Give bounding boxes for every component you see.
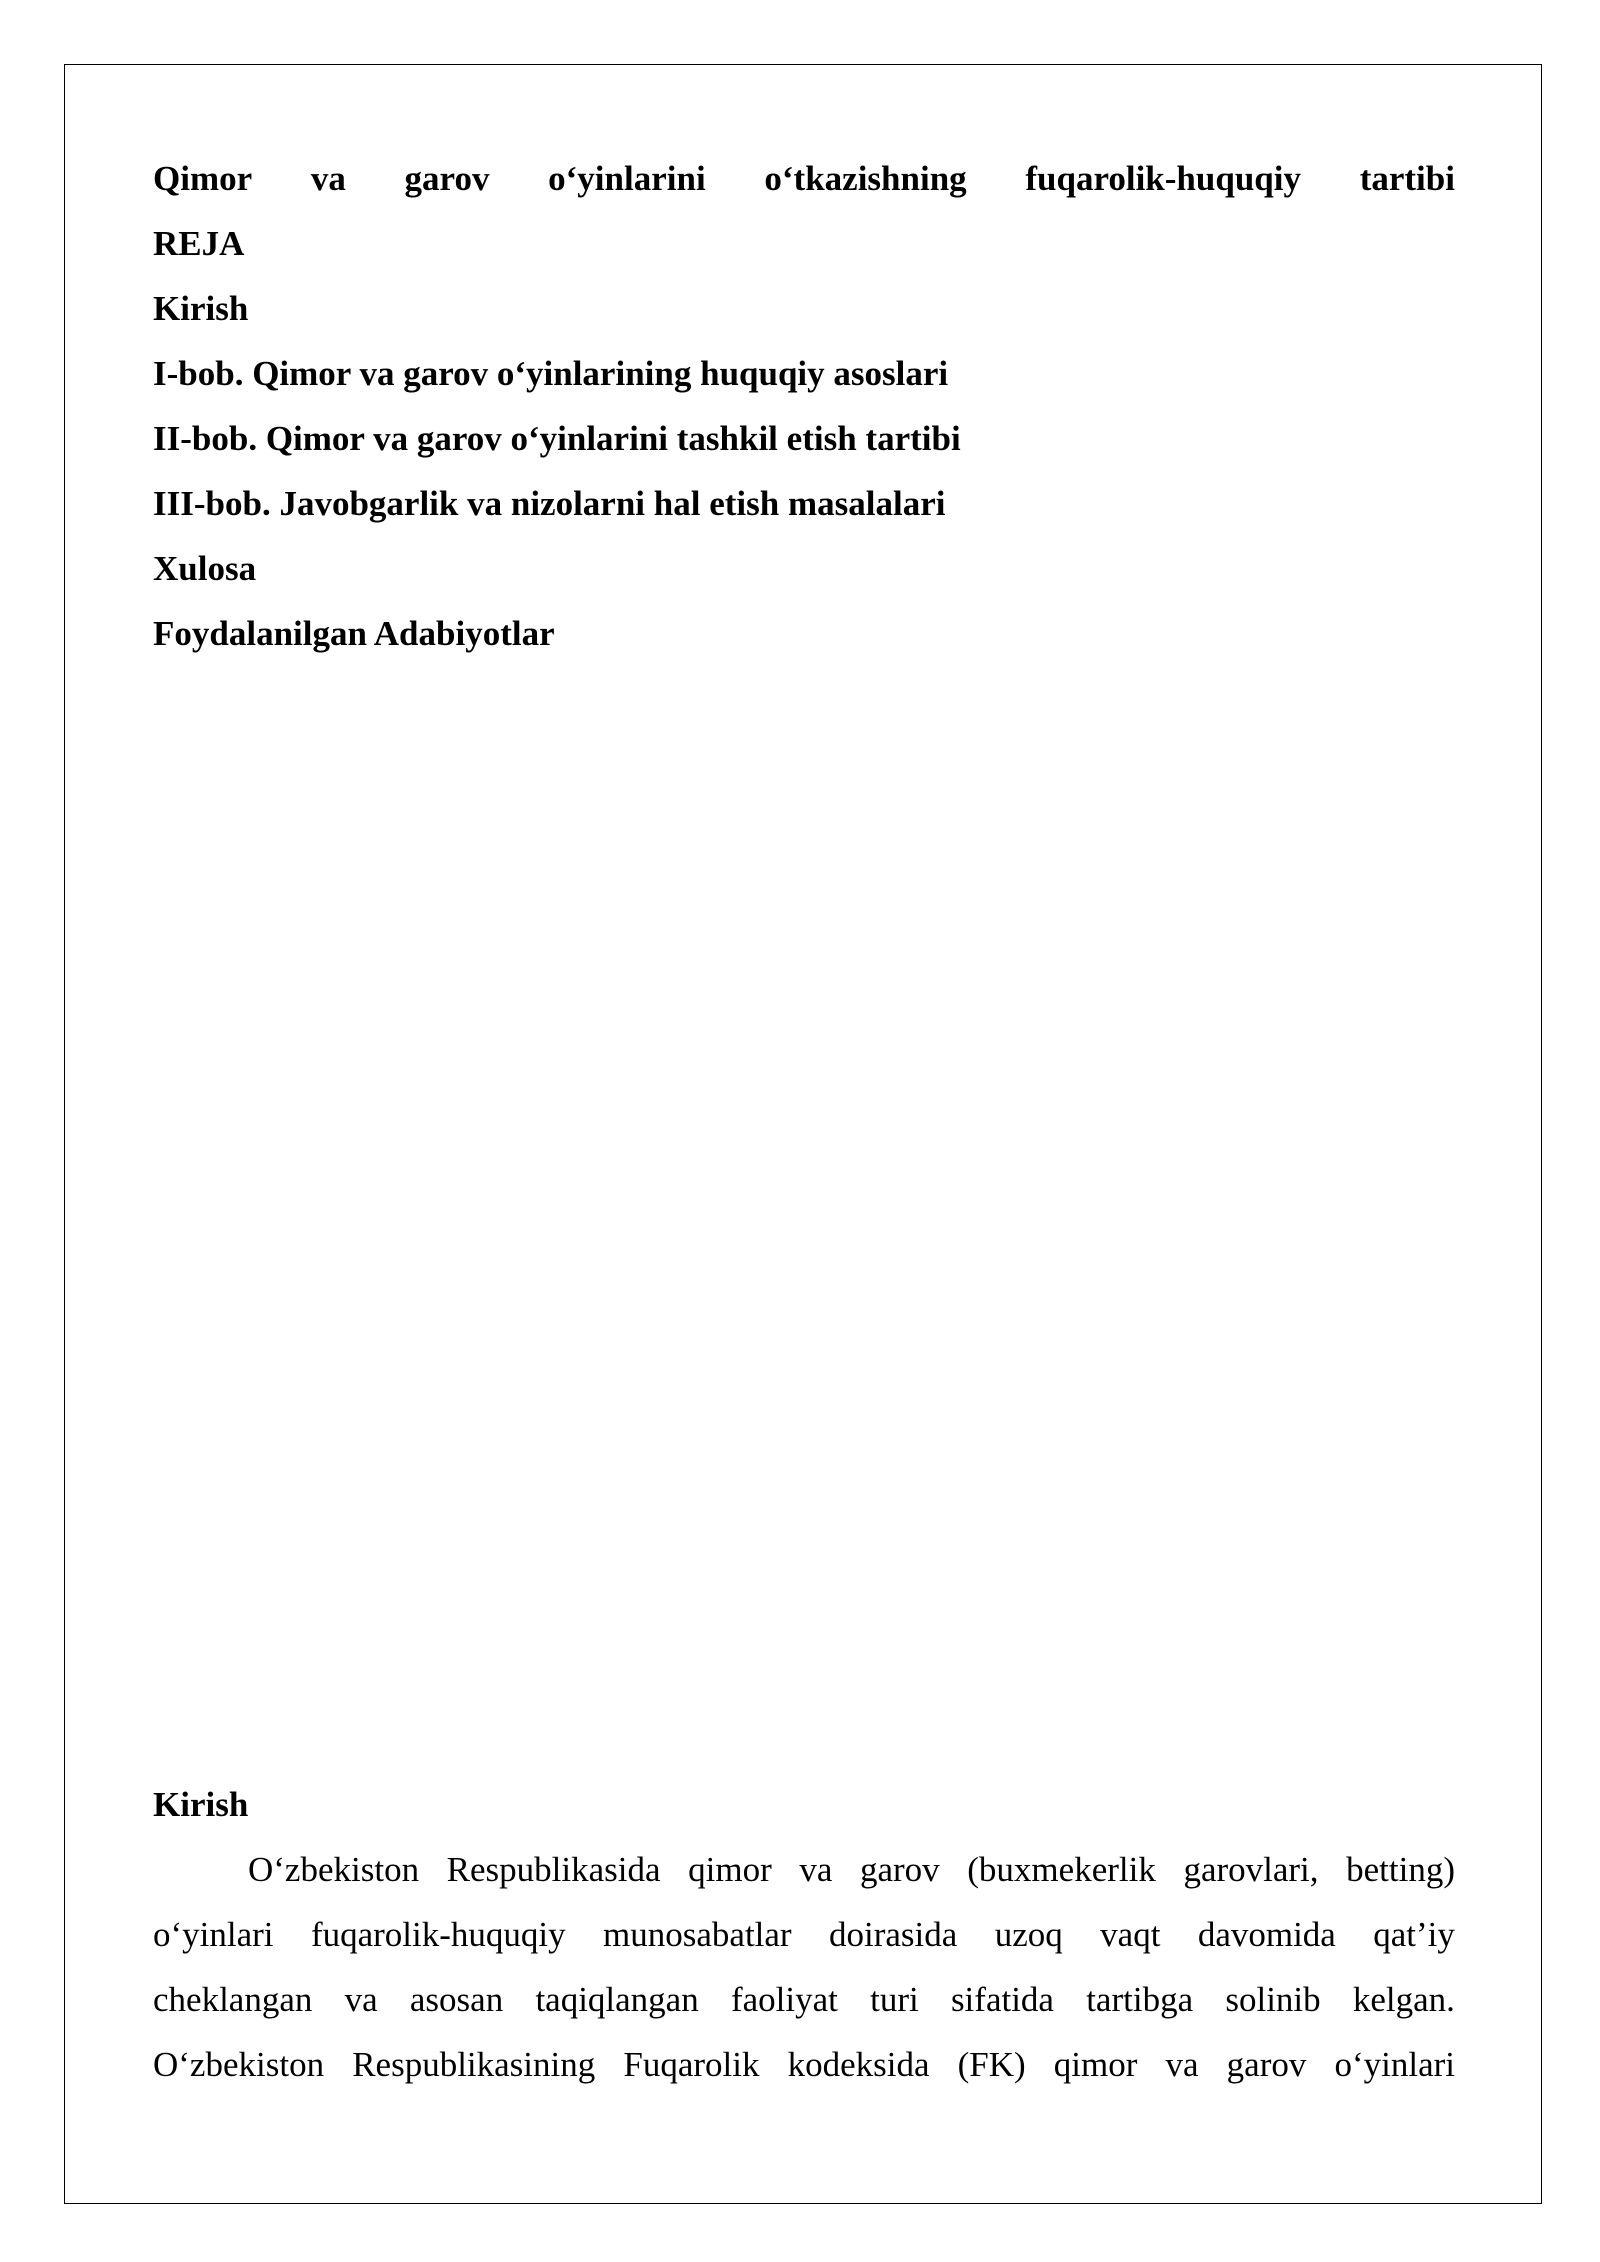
title-word: o‘yinlarini xyxy=(548,159,706,198)
paragraph-word: vaqt xyxy=(1100,1915,1161,1954)
paragraph-word: Respublikasining xyxy=(352,2045,596,2084)
paragraph-line xyxy=(153,1967,1455,2032)
title-word: fuqarolik-huquqiy xyxy=(1025,159,1301,198)
paragraph-word: Fuqarolik xyxy=(623,2045,760,2084)
plan-item-chapter-2: II-bob. Qimor va garov o‘yinlarini tashkil etish tartibi xyxy=(153,419,961,458)
paragraph-word: betting) xyxy=(1346,1850,1455,1889)
paragraph-word: va xyxy=(344,1980,378,2019)
paragraph-word: turi xyxy=(870,1980,919,2019)
paragraph-line xyxy=(153,1837,1455,1902)
paragraph-word: qimor xyxy=(1053,2045,1138,2084)
paragraph-word: uzoq xyxy=(994,1915,1063,1954)
paragraph-word: davomida xyxy=(1197,1915,1336,1954)
paragraph-word: tartibga xyxy=(1086,1980,1194,2019)
paragraph-word: faoliyat xyxy=(730,1980,838,2019)
paragraph-word: va xyxy=(1165,2045,1199,2084)
paragraph-word: O‘zbekiston xyxy=(153,2045,325,2084)
paragraph-word: o‘yinlari xyxy=(1334,2045,1455,2084)
paragraph-line xyxy=(153,1902,1455,1967)
paragraph-word: fuqarolik-huquqiy xyxy=(310,1915,566,1954)
paragraph-word: qat’iy xyxy=(1373,1915,1455,1954)
paragraph-word: kelgan. xyxy=(1352,1980,1455,2019)
document-title xyxy=(153,146,1455,211)
paragraph-word: garovlari, xyxy=(1183,1850,1319,1889)
title-word: tartibi xyxy=(1359,159,1455,198)
plan-item-references: Foydalanilgan Adabiyotlar xyxy=(153,614,555,653)
paragraph-word: doirasida xyxy=(829,1915,958,1954)
paragraph-word: cheklangan xyxy=(153,1980,313,2019)
paragraph-word: munosabatlar xyxy=(603,1915,792,1954)
intro-heading: Kirish xyxy=(153,1785,249,1824)
paragraph-word: asosan xyxy=(409,1980,504,2019)
plan-section xyxy=(153,146,1455,666)
intro-paragraph xyxy=(153,1837,1455,2097)
title-word: garov xyxy=(404,159,490,198)
paragraph-word: solinib xyxy=(1225,1980,1321,2019)
plan-item-chapter-1: I-bob. Qimor va garov o‘yinlarining huquqiy asoslari xyxy=(153,354,949,393)
paragraph-word: (FK) xyxy=(957,2045,1026,2084)
paragraph-word: O‘zbekiston xyxy=(248,1850,420,1889)
plan-heading: REJA xyxy=(153,224,245,263)
paragraph-word: kodeksida xyxy=(787,2045,930,2084)
paragraph-word: taqiqlangan xyxy=(535,1980,699,2019)
paragraph-word: (buxmekerlik xyxy=(967,1850,1156,1889)
paragraph-word: garov xyxy=(1226,2045,1307,2084)
plan-item-chapter-3: III-bob. Javobgarlik va nizolarni hal etish masalalari xyxy=(153,484,946,523)
intro-section xyxy=(153,1772,1455,2097)
plan-item-conclusion: Xulosa xyxy=(153,549,257,588)
plan-item-intro: Kirish xyxy=(153,289,249,328)
paragraph-word: sifatida xyxy=(950,1980,1054,2019)
paragraph-word: qimor xyxy=(688,1850,772,1889)
title-word: Qimor xyxy=(153,159,253,198)
title-word: o‘tkazishning xyxy=(764,159,967,198)
paragraph-word: garov xyxy=(859,1850,940,1889)
title-word: va xyxy=(310,159,346,198)
paragraph-line xyxy=(153,2032,1455,2097)
paragraph-word: Respublikasida xyxy=(446,1850,661,1889)
paragraph-word: va xyxy=(799,1850,833,1889)
paragraph-word: o‘yinlari xyxy=(153,1915,274,1954)
